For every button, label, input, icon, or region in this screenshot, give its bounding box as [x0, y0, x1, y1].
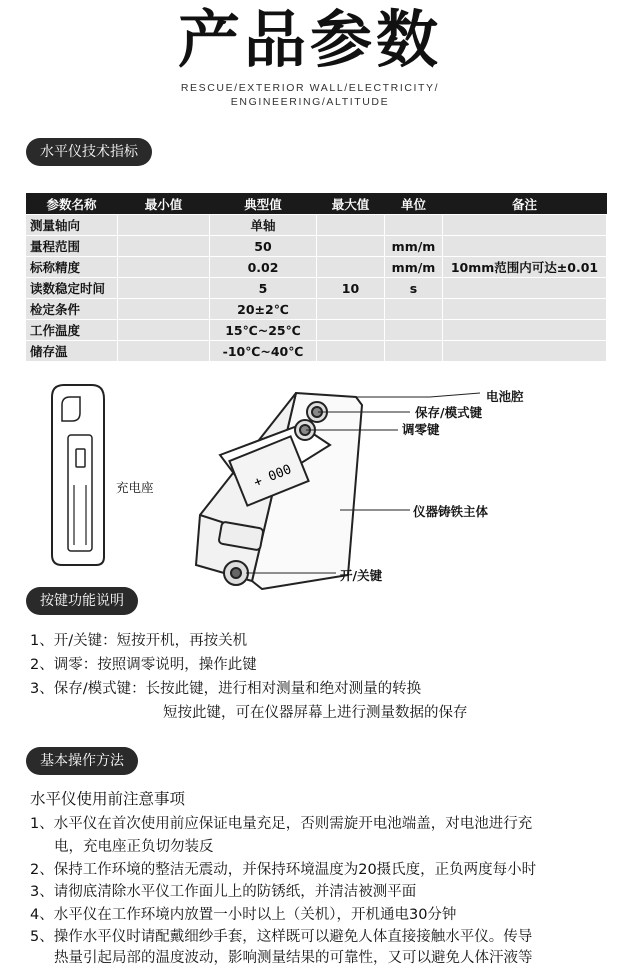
table-cell — [317, 236, 385, 257]
table-row — [26, 341, 607, 362]
table-cell — [443, 341, 607, 362]
table-cell: 测量轴向 — [26, 215, 118, 236]
table-cell — [385, 341, 443, 362]
spec-table — [25, 193, 607, 362]
subtitle-line-1: RESCUE/EXTERIOR WALL/ELECTRICITY/ — [180, 82, 440, 94]
key-line-3: 3、保存/模式键：长按此键，进行相对测量和绝对测量的转换 — [30, 681, 422, 697]
callout-save-mode-key: 保存/模式键 — [415, 405, 483, 420]
level-instrument-drawing — [196, 393, 362, 589]
table-row — [26, 257, 607, 278]
table-cell: mm/m — [385, 257, 443, 278]
table-cell: 检定条件 — [26, 299, 118, 320]
callout-zero-key: 调零键 — [402, 422, 440, 437]
table-cell — [118, 341, 210, 362]
table-row — [26, 236, 607, 257]
note-5: 5、操作水平仪时请配戴细纱手套，这样既可以避免人体直接接触水平仪。传导 — [30, 929, 533, 945]
page-title: 产品参数 — [177, 3, 442, 76]
table-cell: 15℃~25℃ — [210, 320, 317, 341]
note-4: 4、水平仪在工作环境内放置一小时以上（关机），开机通电30分钟 — [30, 907, 457, 923]
note-1-cont: 电，充电座正负切勿装反 — [54, 839, 214, 855]
col-header: 参数名称 — [26, 193, 118, 215]
spec-section-label: 水平仪技术指标 — [26, 138, 152, 166]
col-header: 单位 — [385, 193, 443, 215]
col-header: 备注 — [443, 193, 607, 215]
table-row — [26, 320, 607, 341]
table-cell: 10mm范围内可达±0.01 — [443, 257, 607, 278]
table-cell — [443, 236, 607, 257]
table-cell: 0.02 — [210, 257, 317, 278]
key-line-2: 2、调零：按照调零说明，操作此键 — [30, 657, 257, 673]
charging-cradle-drawing — [52, 385, 104, 565]
spec-table-header — [26, 193, 607, 215]
table-cell — [118, 215, 210, 236]
col-header: 最大值 — [317, 193, 385, 215]
table-cell: 标称精度 — [26, 257, 118, 278]
col-header: 典型值 — [210, 193, 317, 215]
table-cell — [317, 257, 385, 278]
table-cell: 储存温 — [26, 341, 118, 362]
note-3: 3、请彻底清除水平仪工作面儿上的防锈纸，并清洁被测平面 — [30, 884, 417, 900]
table-cell — [443, 215, 607, 236]
table-cell: mm/m — [385, 236, 443, 257]
table-cell — [317, 299, 385, 320]
table-cell — [443, 320, 607, 341]
table-cell — [118, 278, 210, 299]
table-cell: -10℃~40℃ — [210, 341, 317, 362]
table-cell: 20±2℃ — [210, 299, 317, 320]
table-cell: 单轴 — [210, 215, 317, 236]
callout-battery: 电池腔 — [486, 389, 524, 404]
callout-cast-iron-body: 仪器铸铁主体 — [413, 504, 489, 519]
table-cell — [317, 341, 385, 362]
table-cell — [317, 215, 385, 236]
table-cell — [385, 320, 443, 341]
table-cell: 读数稳定时间 — [26, 278, 118, 299]
table-row — [26, 278, 607, 299]
key-line-1: 1、开/关键：短按开机，再按关机 — [30, 633, 248, 649]
key-line-3-cont: 短按此键，可在仪器屏幕上进行测量数据的保存 — [163, 705, 468, 721]
product-diagram — [0, 375, 620, 590]
table-cell: 50 — [210, 236, 317, 257]
callout-charging-base: 充电座 — [116, 480, 154, 495]
table-cell — [443, 299, 607, 320]
table-cell — [118, 236, 210, 257]
table-cell — [443, 278, 607, 299]
note-2: 2、保持工作环境的整洁无震动，并保持环境温度为20摄氏度，正负两度每小时 — [30, 862, 537, 878]
table-cell — [118, 320, 210, 341]
notes-title: 水平仪使用前注意事项 — [30, 790, 186, 808]
table-row — [26, 299, 607, 320]
callout-power-key: 开/关键 — [340, 568, 383, 583]
note-1: 1、水平仪在首次使用前应保证电量充足，否则需旋开电池端盖，对电池进行充 — [30, 816, 533, 832]
table-row — [26, 215, 607, 236]
table-cell — [118, 257, 210, 278]
table-cell: s — [385, 278, 443, 299]
subtitle-line-2: ENGINEERING/ALTITUDE — [230, 96, 390, 108]
table-cell — [385, 215, 443, 236]
table-cell — [317, 320, 385, 341]
note-5-cont: 热量引起局部的温度波动，影响测量结果的可靠性，又可以避免人体汗液等 — [54, 950, 533, 966]
table-cell — [118, 299, 210, 320]
table-cell: 工作温度 — [26, 320, 118, 341]
table-cell: 10 — [317, 278, 385, 299]
keys-section-label: 按键功能说明 — [26, 587, 138, 615]
table-cell: 量程范围 — [26, 236, 118, 257]
screen-reading: + 000 — [251, 462, 294, 491]
col-header: 最小值 — [118, 193, 210, 215]
ops-section-label: 基本操作方法 — [26, 747, 138, 775]
table-cell: 5 — [210, 278, 317, 299]
table-cell — [385, 299, 443, 320]
